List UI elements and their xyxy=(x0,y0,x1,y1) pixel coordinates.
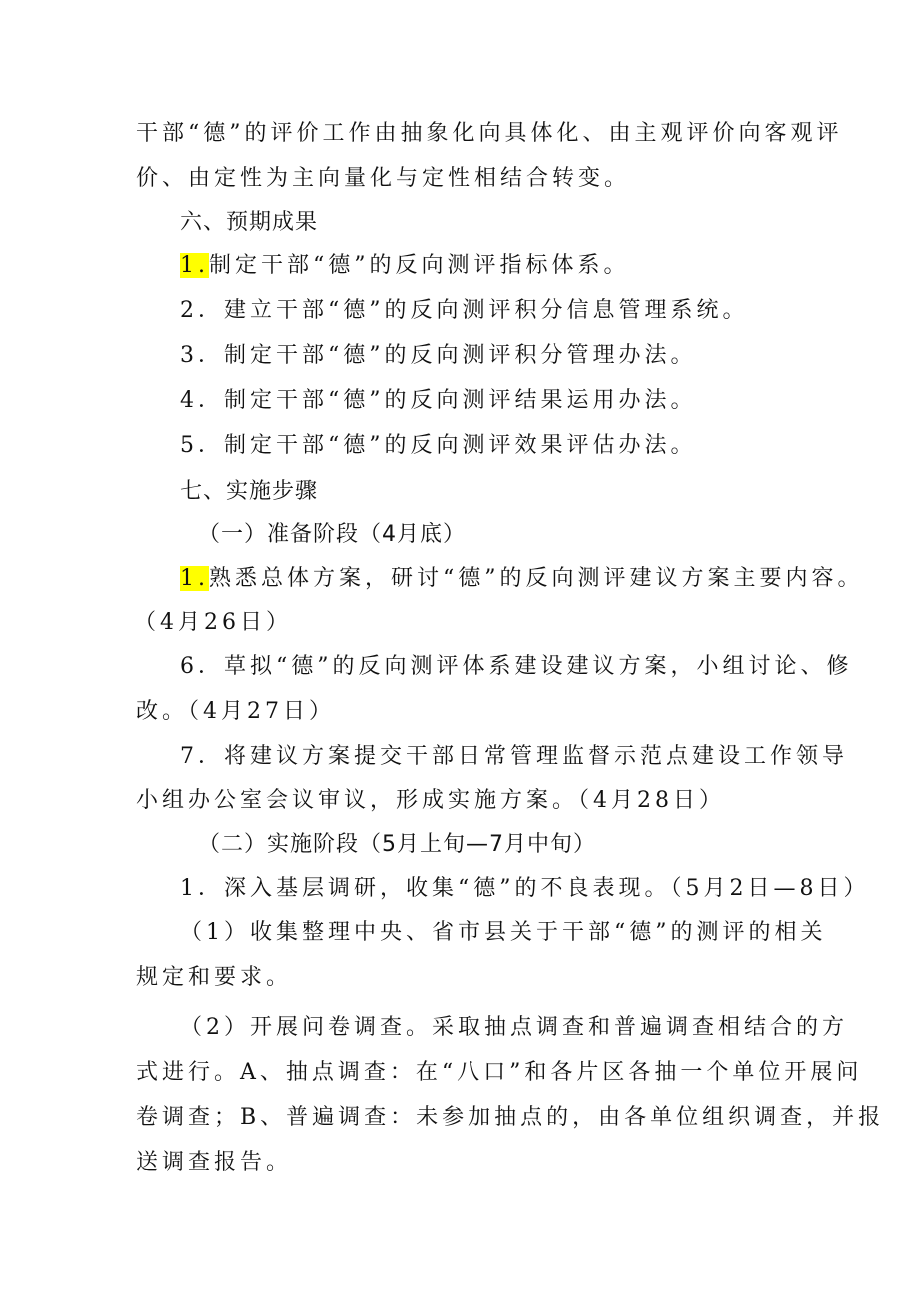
list-item: 2．建立干部“德”的反向测评积分信息管理系统。 xyxy=(180,298,749,323)
section-heading: 七、实施步骤 xyxy=(180,479,319,504)
paragraph-line: 送调查报告。 xyxy=(136,1150,293,1175)
paragraph-line: （4月26日） xyxy=(134,610,292,635)
paragraph-line: 规定和要求。 xyxy=(136,965,293,990)
subsection-heading: （一）准备阶段（4月底） xyxy=(198,522,466,547)
paragraph-line: 卷调查；B、普遍调查：未参加抽点的，由各单位组织调查，并报 xyxy=(136,1105,885,1130)
highlighted-number: 1. xyxy=(180,253,209,278)
list-item: 1．深入基层调研，收集“德”的不良表现。（5月2日—8日） xyxy=(180,876,870,901)
paragraph-line: 干部“德”的评价工作由抽象化向具体化、由主观评价向客观评 xyxy=(136,121,843,146)
list-item: 5．制定干部“德”的反向测评效果评估办法。 xyxy=(180,433,697,458)
paragraph-line: 价、由定性为主向量化与定性相结合转变。 xyxy=(136,166,631,191)
list-item: 6．草拟“德”的反向测评体系建设建议方案，小组讨论、修 xyxy=(180,654,853,679)
highlighted-number: 1. xyxy=(180,566,209,591)
paragraph-line: 小组办公室会议审议，形成实施方案。（4月28日） xyxy=(136,788,725,813)
paragraph-line: 改。（4月27日） xyxy=(136,699,335,724)
paragraph-line: （2）开展问卷调查。采取抽点调查和普遍调查相结合的方 xyxy=(180,1015,848,1040)
paragraph-line: 式进行。A、抽点调查：在“八口”和各片区各抽一个单位开展问 xyxy=(136,1060,863,1085)
paragraph-line: （1）收集整理中央、省市县关于干部“德”的测评的相关 xyxy=(180,920,827,945)
list-item: 3．制定干部“德”的反向测评积分管理办法。 xyxy=(180,343,697,368)
section-heading: 六、预期成果 xyxy=(180,210,319,235)
subsection-heading: （二）实施阶段（5月上旬—7月中旬） xyxy=(198,832,596,857)
list-item: 4．制定干部“德”的反向测评结果运用办法。 xyxy=(180,388,697,413)
list-item-text: 制定干部“德”的反向测评指标体系。 xyxy=(209,253,630,278)
list-item: 7．将建议方案提交干部日常管理监督示范点建设工作领导 xyxy=(180,744,848,769)
list-item xyxy=(180,564,864,594)
list-item-text: 熟悉总体方案，研讨“德”的反向测评建议方案主要内容。 xyxy=(209,566,864,591)
list-item xyxy=(180,251,630,281)
